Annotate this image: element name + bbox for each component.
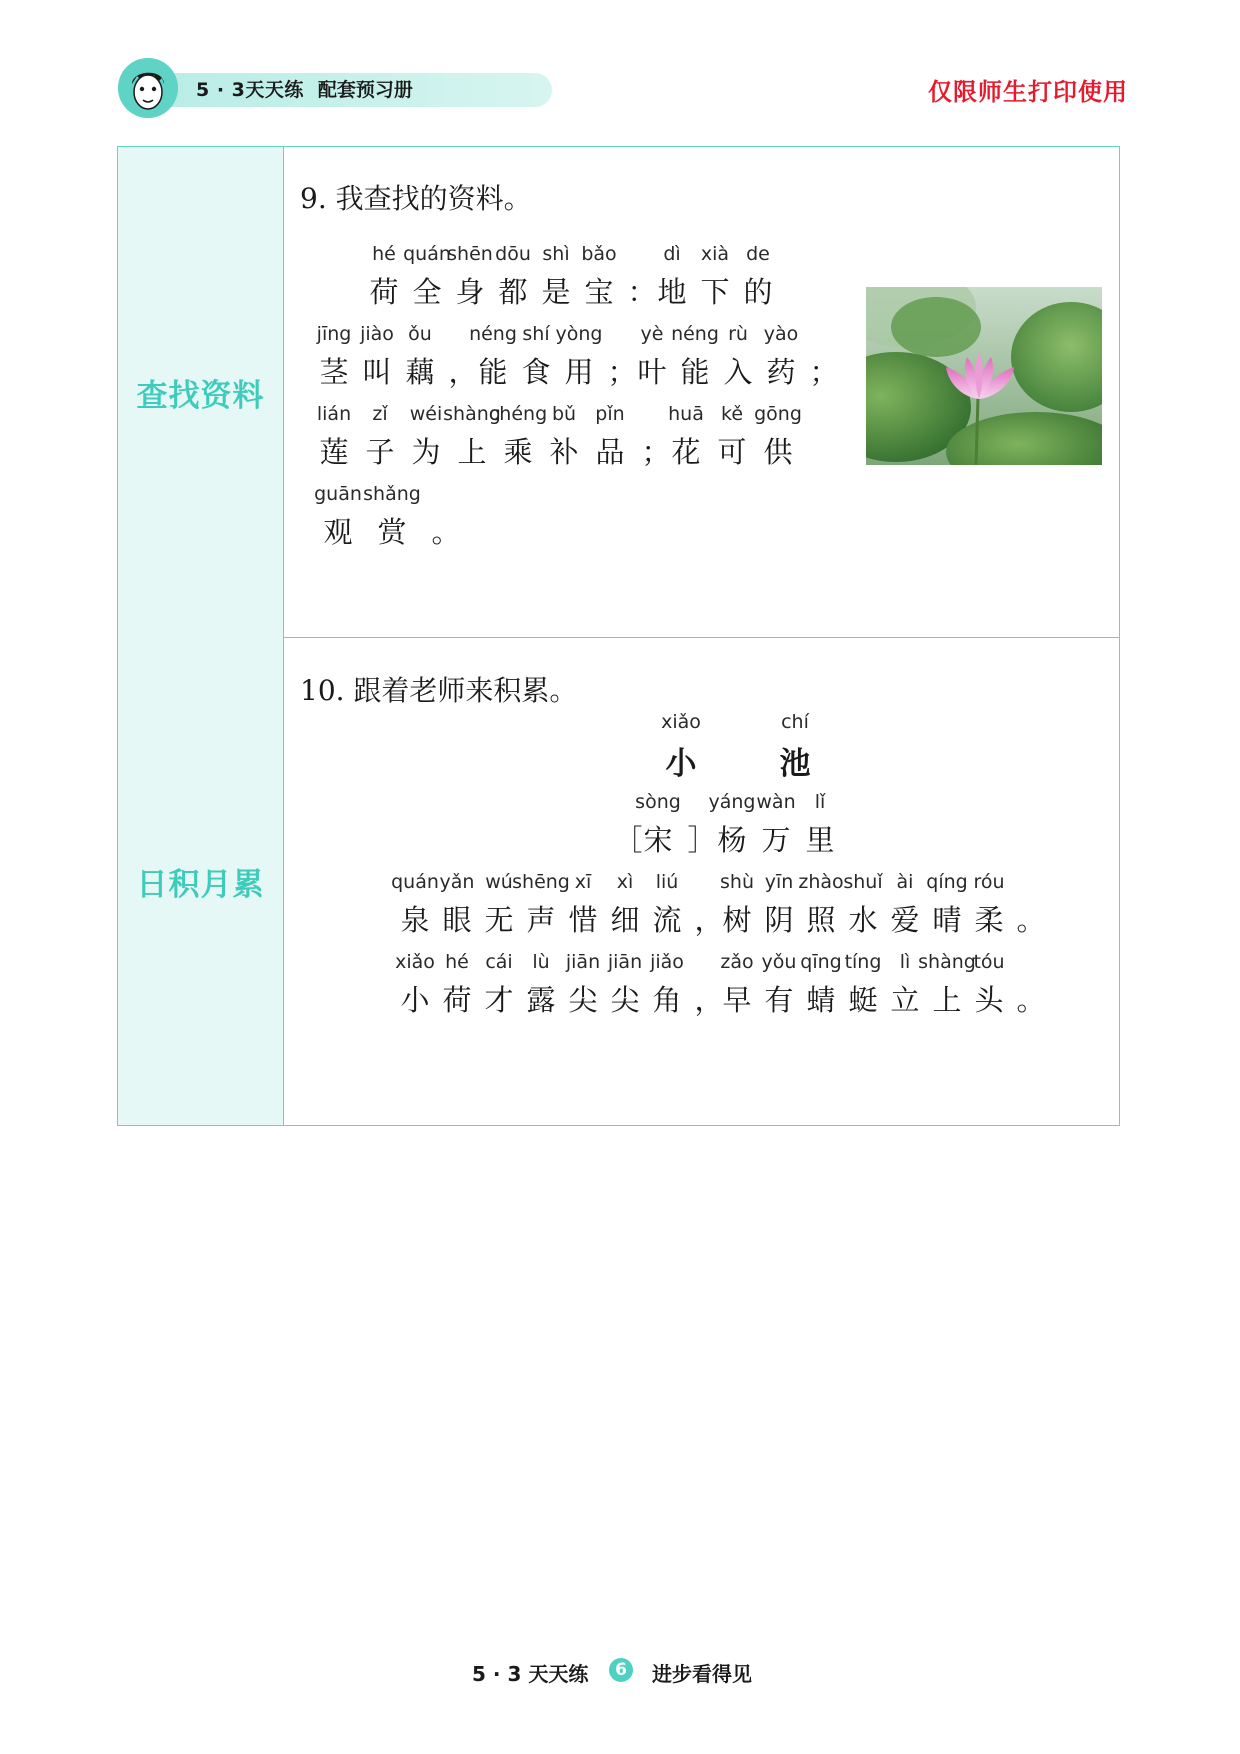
pinyin: jiào xyxy=(360,323,394,345)
pinyin: yòng xyxy=(555,323,603,345)
hanzi: 柔 xyxy=(974,903,1004,937)
hanzi: 为 xyxy=(411,435,441,469)
hanzi: 爱 xyxy=(890,903,920,937)
pinyin: wú xyxy=(485,871,513,893)
pinyin: róu xyxy=(973,871,1005,893)
pinyin: bǔ xyxy=(551,403,577,425)
punctuation: ， xyxy=(448,355,478,389)
pinyin: huā xyxy=(668,403,704,425)
hanzi: 惜 xyxy=(568,903,598,937)
hanzi: 食 xyxy=(521,355,551,389)
pinyin: zǎo xyxy=(720,951,754,973)
hanzi: 上 xyxy=(932,983,962,1017)
pinyin: lì xyxy=(899,951,911,973)
pinyin: tíng xyxy=(844,951,882,973)
pinyin: yào xyxy=(763,323,799,345)
hanzi: 下 xyxy=(700,275,730,309)
hanzi: 叫 xyxy=(362,355,392,389)
pinyin: jiān xyxy=(565,951,601,973)
hanzi: 用 xyxy=(564,355,594,389)
hanzi: 尖 xyxy=(568,983,598,1017)
hanzi: 地 xyxy=(657,275,687,309)
pinyin: shí xyxy=(522,323,550,345)
section-label-cell xyxy=(118,637,284,1125)
pinyin: wéi xyxy=(409,403,443,425)
pinyin: ài xyxy=(896,871,914,893)
pinyin: chéng xyxy=(488,403,548,425)
pinyin: shuǐ xyxy=(843,871,883,893)
pinyin: xiǎo xyxy=(395,951,435,973)
section-label-cell xyxy=(118,147,284,637)
pinyin: ǒu xyxy=(408,323,432,345)
pinyin: xià xyxy=(700,243,730,265)
hanzi: 补 xyxy=(549,435,579,469)
pinyin: shǎng xyxy=(363,483,421,505)
pinyin: zhào xyxy=(798,871,844,893)
punctuation: 。 xyxy=(1016,983,1046,1017)
hanzi: 茎 xyxy=(319,355,349,389)
hanzi: 的 xyxy=(743,275,773,309)
hanzi: 能 xyxy=(478,355,508,389)
pinyin: xiǎo xyxy=(661,711,701,733)
footer-brand: 5 · 3 天天练 xyxy=(472,1662,589,1686)
pinyin: xì xyxy=(616,871,634,893)
hanzi: 池 xyxy=(779,746,811,782)
mascot-logo xyxy=(118,58,178,118)
footer xyxy=(0,1658,1240,1688)
lotus-photo xyxy=(866,287,1102,465)
hanzi: 能 xyxy=(680,355,710,389)
pinyin: qīng xyxy=(800,951,842,973)
pinyin: chí xyxy=(781,711,809,733)
section-label: 查找资料 xyxy=(136,377,265,414)
hanzi: 里 xyxy=(805,823,835,857)
hanzi: 万 xyxy=(761,823,791,857)
hanzi: 头 xyxy=(974,983,1004,1017)
pinyin: rù xyxy=(728,323,748,345)
pinyin: néng xyxy=(671,323,719,345)
hanzi: 水 xyxy=(848,903,878,937)
punctuation: ： xyxy=(627,275,657,309)
hanzi: 阴 xyxy=(764,903,794,937)
punctuation: ； xyxy=(641,435,671,469)
pinyin: xī xyxy=(574,871,592,893)
pinyin: cái xyxy=(485,951,513,973)
pinyin: shēng xyxy=(512,871,570,893)
section-accumulation xyxy=(118,637,1119,1125)
hanzi: 细 xyxy=(610,903,640,937)
pinyin: shēn xyxy=(447,243,493,265)
hanzi: 蜻 xyxy=(806,983,836,1017)
hanzi: 叶 xyxy=(637,355,667,389)
hanzi: 观 xyxy=(323,515,353,549)
hanzi: 莲 xyxy=(319,435,349,469)
hanzi: 都 xyxy=(498,275,528,309)
pinyin: lǐ xyxy=(814,791,826,813)
pinyin: jiān xyxy=(607,951,643,973)
pinyin: jīng xyxy=(316,323,352,345)
pinyin: shàng xyxy=(443,403,501,425)
pinyin: liú xyxy=(655,871,679,893)
hanzi: 供 xyxy=(763,435,793,469)
pinyin: yǒu xyxy=(761,951,797,973)
question-10-title: 10. 跟着老师来积累。 xyxy=(300,674,578,707)
brand-pill xyxy=(168,73,552,107)
pinyin: dì xyxy=(663,243,681,265)
pinyin: hé xyxy=(372,243,396,265)
punctuation: ， xyxy=(694,983,724,1017)
hanzi: 荷 xyxy=(442,983,472,1017)
pinyin: sòng xyxy=(635,791,681,813)
pinyin: quán xyxy=(391,871,439,893)
hanzi: 品 xyxy=(595,435,625,469)
hanzi: 杨 xyxy=(717,823,747,857)
hanzi: 小 xyxy=(665,746,697,782)
pinyin: hé xyxy=(445,951,469,973)
section-label: 日积月累 xyxy=(136,866,265,903)
hanzi: 乘 xyxy=(503,435,533,469)
pinyin: dōu xyxy=(495,243,531,265)
hanzi: 泉 xyxy=(400,903,430,937)
hanzi: 无 xyxy=(484,903,514,937)
hanzi: 早 xyxy=(722,983,752,1017)
worksheet-table xyxy=(117,146,1120,1126)
hanzi: 露 xyxy=(526,983,556,1017)
pinyin: quán xyxy=(403,243,451,265)
hanzi: 小 xyxy=(400,983,430,1017)
pinyin: lù xyxy=(532,951,550,973)
hanzi: 藕 xyxy=(405,355,435,389)
brand-subtitle: 配套预习册 xyxy=(317,79,413,101)
hanzi: 子 xyxy=(365,435,395,469)
hanzi: 全 xyxy=(412,275,442,309)
print-notice: 仅限师生打印使用 xyxy=(928,78,1128,106)
pinyin: shù xyxy=(720,871,754,893)
pinyin: bǎo xyxy=(581,243,617,265)
hanzi: 药 xyxy=(766,355,796,389)
hanzi: 立 xyxy=(890,983,920,1017)
hanzi: 宝 xyxy=(584,275,614,309)
pinyin: gōng xyxy=(754,403,802,425)
pinyin: lián xyxy=(316,403,352,425)
question-9-title: 9. 我查找的资料。 xyxy=(300,182,532,215)
pinyin: de xyxy=(746,243,770,265)
hanzi: 蜓 xyxy=(848,983,878,1017)
hanzi: 赏 xyxy=(377,515,407,549)
hanzi: 角 xyxy=(652,983,682,1017)
pinyin: shàng xyxy=(918,951,976,973)
pinyin: tóu xyxy=(973,951,1005,973)
hanzi: 荷 xyxy=(369,275,399,309)
pinyin: guān xyxy=(314,483,362,505)
pinyin: néng xyxy=(469,323,517,345)
hanzi: 宋 xyxy=(643,823,673,857)
hanzi: 身 xyxy=(455,275,485,309)
pinyin: pǐn xyxy=(595,403,625,425)
hanzi: 声 xyxy=(526,903,556,937)
brand-name: 5 · 3天天练 xyxy=(196,79,304,101)
pinyin: yǎn xyxy=(439,871,475,893)
punctuation: ， xyxy=(694,903,724,937)
punctuation: ； xyxy=(607,355,637,389)
hanzi: 是 xyxy=(541,275,571,309)
punctuation: 。 xyxy=(1016,903,1046,937)
hanzi: 流 xyxy=(652,903,682,937)
hanzi: 才 xyxy=(484,983,514,1017)
hanzi: 可 xyxy=(717,435,747,469)
pinyin: wàn xyxy=(756,791,796,813)
pinyin: kě xyxy=(720,403,744,425)
hanzi: 上 xyxy=(457,435,487,469)
punctuation: 。 xyxy=(431,515,461,549)
page-number: 6 xyxy=(609,1658,633,1682)
punctuation: ［ xyxy=(613,823,643,857)
pinyin: yè xyxy=(640,323,664,345)
hanzi: 花 xyxy=(671,435,701,469)
pinyin: qíng xyxy=(926,871,968,893)
pinyin: shì xyxy=(542,243,570,265)
punctuation: ］ xyxy=(687,823,717,857)
hanzi: 尖 xyxy=(610,983,640,1017)
pinyin: yīn xyxy=(764,871,794,893)
hanzi: 入 xyxy=(723,355,753,389)
hanzi: 有 xyxy=(764,983,794,1017)
pinyin: zǐ xyxy=(372,403,388,425)
pinyin: yáng xyxy=(708,791,756,813)
punctuation: ； xyxy=(809,355,839,389)
footer-slogan: 进步看得见 xyxy=(652,1662,752,1686)
hanzi: 晴 xyxy=(932,903,962,937)
hanzi: 眼 xyxy=(442,903,472,937)
hanzi: 树 xyxy=(722,903,752,937)
pinyin: jiǎo xyxy=(650,951,684,973)
hanzi: 照 xyxy=(806,903,836,937)
section-research xyxy=(118,147,1119,638)
